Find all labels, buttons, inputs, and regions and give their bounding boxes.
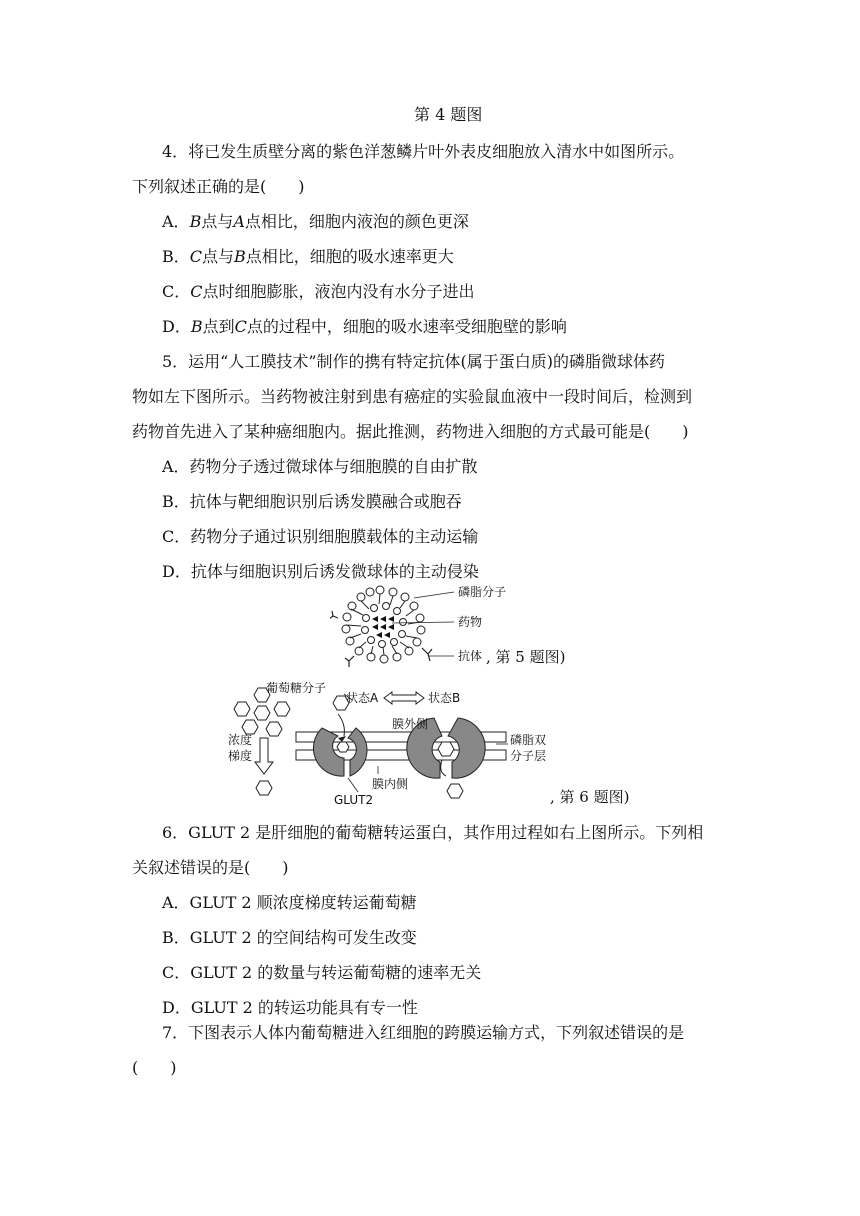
figure-4-caption: 第 4 题图 [414, 105, 483, 124]
label-state-b: 状态B [428, 691, 461, 705]
q4-option-a[interactable] [162, 211, 469, 233]
point-label: C [189, 247, 203, 266]
point-label: B [189, 212, 202, 231]
label-drug: 药物 [458, 615, 483, 629]
q4-option-b[interactable] [162, 246, 454, 268]
label-glut2: GLUT2 [334, 793, 374, 807]
option-text: 点到 [202, 317, 235, 336]
figure-6-glut2 [226, 678, 676, 810]
q6-option-c[interactable]: C．GLUT 2 的数量与转运葡萄糖的速率无关 [162, 963, 482, 982]
q5-option-d[interactable]: D．抗体与细胞识别后诱发微球体的主动侵染 [162, 562, 479, 581]
point-label: A [233, 212, 245, 231]
option-text: 点与 [202, 247, 235, 266]
label-antibody: 抗体 [458, 649, 483, 663]
q6-option-d[interactable]: D．GLUT 2 的转运功能具有专一性 [162, 998, 418, 1017]
q7-stem-line1: 7．下图表示人体内葡萄糖进入红细胞的跨膜运输方式，下列叙述错误的是 [162, 1023, 685, 1042]
q4-option-d[interactable] [162, 316, 567, 338]
option-prefix: C． [162, 282, 191, 301]
point-label: C [190, 282, 203, 301]
label-outside: 膜外侧 [392, 717, 429, 731]
q6-option-a[interactable]: A．GLUT 2 顺浓度梯度转运葡萄糖 [162, 893, 417, 912]
q4-stem-line2: 下列叙述正确的是( ) [132, 177, 305, 196]
q5-stem-line2: 物如左下图所示。当药物被注射到患有癌症的实验鼠血液中一段时间后，检测到 [132, 387, 693, 406]
label-inside: 膜内侧 [372, 777, 409, 791]
q6-stem-line1: 6．GLUT 2 是肝细胞的葡萄糖转运蛋白，其作用过程如右上图所示。下列相 [162, 823, 704, 842]
q4-option-c[interactable] [162, 281, 475, 303]
q5-stem-line1: 5．运用“人工膜技术”制作的携有特定抗体(属于蛋白质)的磷脂微球体药 [162, 352, 666, 371]
q5-option-c[interactable]: C．药物分子通过识别细胞膜载体的主动运输 [162, 527, 479, 546]
label-bilayer-2: 分子层 [510, 749, 547, 763]
q4-stem-line1: 4．将已发生质壁分离的紫色洋葱鳞片叶外表皮细胞放入清水中如图所示。 [162, 142, 685, 161]
label-bilayer-1: 磷脂双 [510, 733, 547, 747]
option-prefix: B． [162, 247, 190, 266]
q5-option-b[interactable]: B．抗体与靶细胞识别后诱发膜融合或胞吞 [162, 492, 462, 511]
figure-6-caption: , 第 6 题图) [550, 788, 630, 806]
q6-option-b[interactable]: B．GLUT 2 的空间结构可发生改变 [162, 928, 417, 947]
label-gradient-1: 浓度 [228, 733, 253, 747]
point-label: B [234, 247, 246, 266]
point-label: B [190, 317, 203, 336]
q6-stem-line2: 关叙述错误的是( ) [132, 858, 289, 877]
option-text: 点相比，细胞的吸水速率更大 [245, 247, 454, 266]
label-glucose: 葡萄糖分子 [266, 681, 327, 695]
figure-5-liposome [330, 578, 670, 670]
option-text: 点相比，细胞内液泡的颜色更深 [244, 212, 469, 231]
option-prefix: A． [162, 212, 190, 231]
label-gradient-2: 梯度 [228, 749, 253, 763]
option-text: 点与 [201, 212, 234, 231]
figure-5-caption: , 第 5 题图) [486, 648, 566, 666]
option-text: 点的过程中，细胞的吸水速率受细胞壁的影响 [246, 317, 567, 336]
option-prefix: D． [162, 317, 191, 336]
option-text: 点时细胞膨胀，液泡内没有水分子进出 [202, 282, 475, 301]
label-state-a: 状态A [346, 691, 379, 705]
q7-stem-line2: ( ) [132, 1058, 177, 1077]
q5-option-a[interactable]: A．药物分子透过微球体与细胞膜的自由扩散 [162, 457, 478, 476]
label-phospholipid: 磷脂分子 [458, 585, 507, 599]
q5-stem-line3: 药物首先进入了某种癌细胞内。据此推测，药物进入细胞的方式最可能是( ) [132, 422, 689, 441]
point-label: C [234, 317, 247, 336]
